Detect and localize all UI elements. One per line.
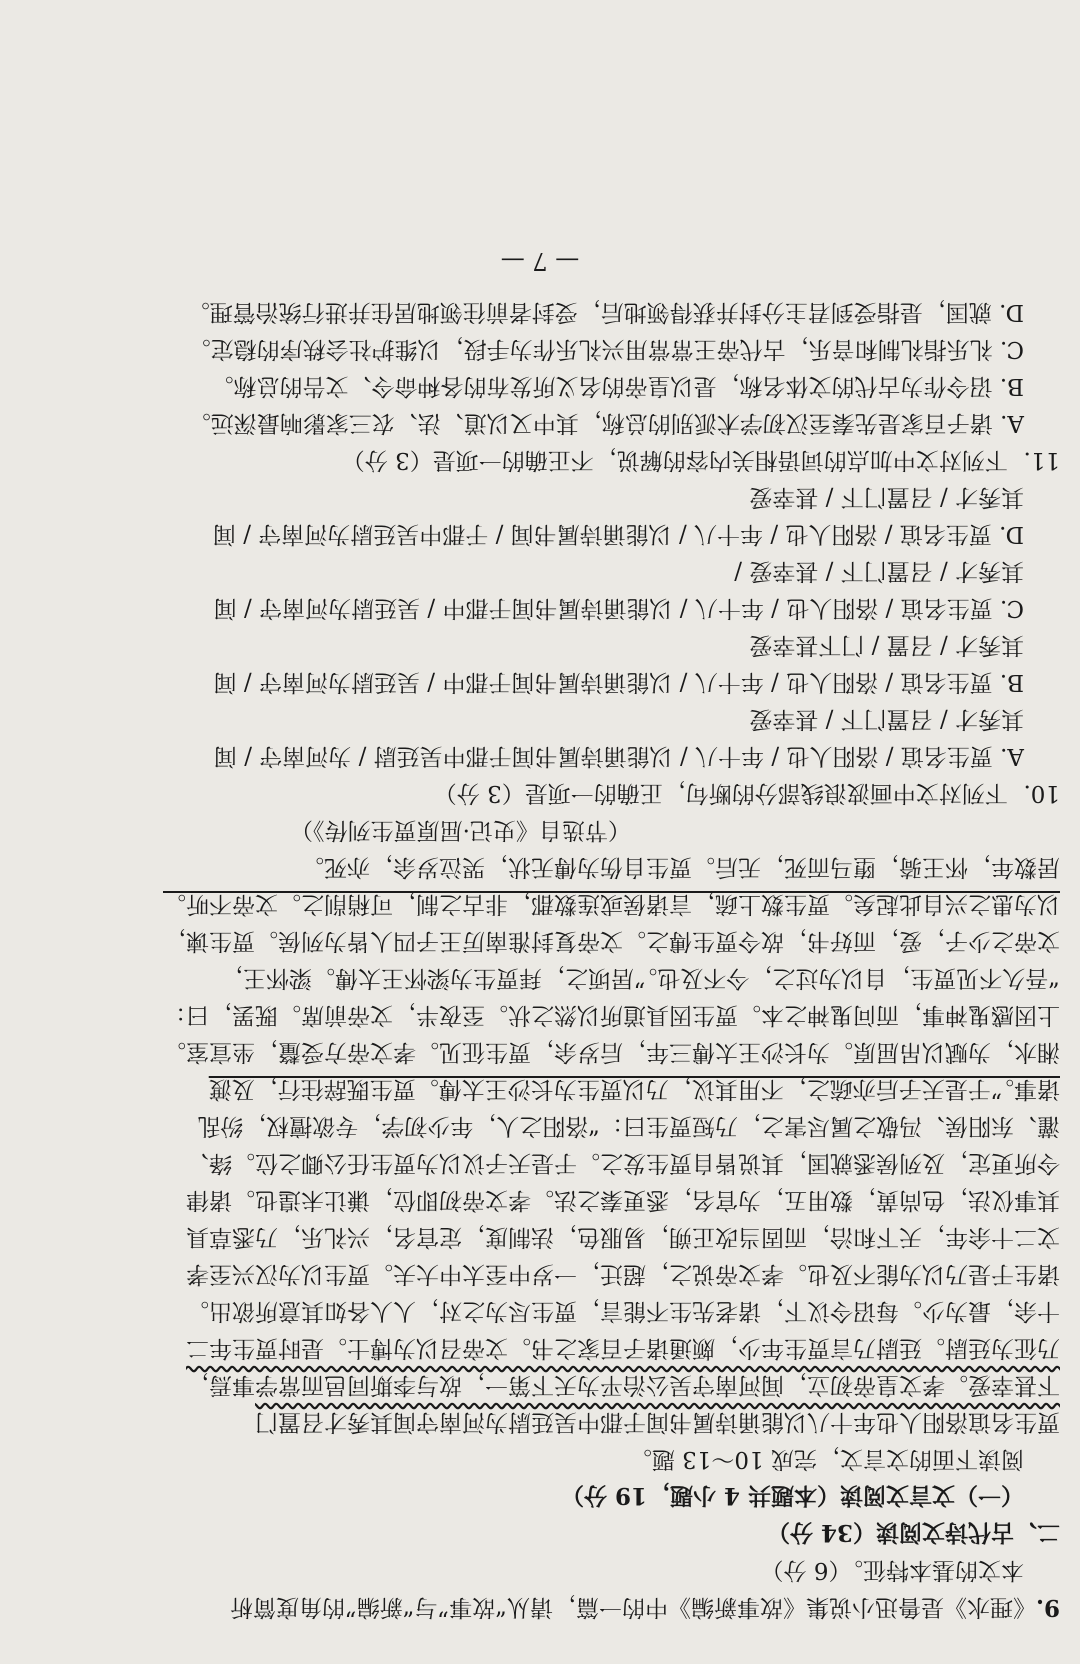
q10-option-b-cont: 其秀才 / 召置 / 门下甚幸爱	[749, 632, 1024, 658]
question-11	[20, 293, 1060, 478]
passage-line: 下甚幸爱。孝文皇帝初立，闻河南守吴公治平为天下第一，故与李斯同邑而常学事焉，	[186, 1372, 1060, 1398]
q10-option-b	[20, 663, 1060, 700]
q10-option-d-cont: 其秀才 / 召置门下 / 甚幸爱	[749, 484, 1024, 510]
q11-stem: 11．下列对文中加点的词语相关内容的解说，不正确的一项是（3 分）	[341, 447, 1060, 473]
passage-line: 乃征为廷尉。廷尉乃言贾生年少，颇通诸子百家之书。文帝召以为博士。是时贾生年二	[186, 1335, 1060, 1361]
passage-line: 十余，最为少。每诏令议下，诸老先生不能言，贾生尽为之对，人人各如其意所欲出。	[186, 1298, 1060, 1324]
q10-option-a	[20, 737, 1060, 774]
classical-passage	[20, 811, 1060, 1440]
section-title: 二、古代诗文阅读（34 分）	[766, 1519, 1060, 1546]
q9-line1: 《理水》是鲁迅小说集《故事新编》中的一篇，请从“故事”与“新编”的角度简析	[229, 1594, 1036, 1620]
passage-line: 其事仪法，色尚黄，数用五，为官名，悉更秦之法。孝文帝初即位，谦让未遑也。诸律	[186, 1187, 1060, 1213]
subsection-title: （一）文言文阅读（本题共 4 小题，19 分）	[560, 1482, 1024, 1509]
passage-line: 诸事。”于是天子后亦疏之，不用其议，乃以贾生为长沙王太傅。贾生既辞往行，及渡	[208, 1076, 1060, 1102]
option-label: B.	[999, 669, 1024, 695]
q10-stem: 10．下列对文中画波浪线部分的断句，正确的一项是（3 分）	[433, 780, 1060, 806]
q10-option-d	[20, 515, 1060, 552]
page-number: — 7 —	[500, 247, 580, 275]
option-text: 礼乐指礼制和音乐，古代帝王常常用兴礼乐作为手段，以维护社会秩序的稳定。	[187, 336, 993, 362]
option-text: 贾生名谊 / 洛阳人也 / 年十八 / 以能诵诗属书闻于郡中吴廷尉 / 为河南守 / 闻	[213, 743, 993, 769]
q10-option-c	[20, 589, 1060, 626]
q11-option-d	[20, 293, 1060, 330]
option-label: A.	[1000, 410, 1024, 436]
page-content	[20, 242, 1060, 1626]
passage-line: “吾久不见贾生，自以为过之，今不及也。”居顷之，拜贾生为梁怀王太傅。梁怀王，	[219, 965, 1060, 991]
option-label: D.	[999, 299, 1024, 325]
option-label: C.	[999, 336, 1024, 362]
option-text: 诏令作为古代的文体名称，是以皇帝的名义所发布的各种命令、文告的总称。	[210, 373, 993, 399]
option-text: 诸子百家是先秦至汉初学术派别的总称，其中又以道、法、农三家影响最深远。	[187, 410, 993, 436]
q11-option-c	[20, 330, 1060, 367]
option-label: A.	[1000, 743, 1024, 769]
q9-line2: 本文的基本特征。（6 分）	[760, 1557, 1024, 1583]
q10-option-c-cont: 其秀才 / 召置门下 / 甚幸爱 /	[734, 558, 1024, 584]
passage-line: 湘水，为赋以吊屈原。为长沙王太傅三年，后岁余，贾生征见。孝文帝方受釐，坐宣室。	[163, 1039, 1060, 1065]
reading-instruction: 阅读下面的文言文，完成 10～13 题。	[628, 1446, 1024, 1472]
passage-line: 令所更定，及列侯悉就国，其说皆自贾生发之。于是天子议以为贾生任公卿之位。绛、	[186, 1150, 1060, 1176]
option-text: 就国，是指受到君主分封并获得领地后，受封者前往领地居住并进行统治管理。	[186, 299, 992, 325]
passage-source: （节选自《史记·屈原贾生列传》）	[290, 817, 631, 843]
passage-line: 文帝之少子，爱，而好书，故令贾生傅之。文帝复封淮南厉王子四人皆为列侯。贾生谏，	[163, 928, 1060, 954]
passage-line: 诸生于是乃以为能不及也。孝文帝说之，超迁，一岁中至太中大夫。贾生以为汉兴至孝	[186, 1261, 1060, 1287]
option-text: 贾生名谊 / 洛阳人也 / 年十八 / 以能诵诗属书闻 / 于郡中吴廷尉为河南守 / 闻	[212, 521, 992, 547]
passage-line: 以为患之兴自此起矣。贾生数上疏，言诸侯或连数郡，非古之制，可稍削之。文帝不听。	[163, 891, 1060, 917]
passage-line: 文二十余年，天下和洽，而固当改正朔，易服色，法制度，定官名，兴礼乐，乃悉草具	[186, 1224, 1060, 1250]
option-label: D.	[999, 521, 1024, 547]
question-9	[20, 1551, 1060, 1626]
option-label: C.	[999, 595, 1024, 621]
q11-option-a	[20, 404, 1060, 441]
passage-line: 灌、东阳侯、冯敬之属尽害之，乃短贾生曰：“洛阳之人，年少初学，专欲擅权，纷乱	[197, 1113, 1060, 1139]
passage-line: 上因感鬼神事，而问鬼神之本。贾生因具道所以然之状。至夜半，文帝前席。既罢，曰：	[163, 1002, 1060, 1028]
option-text: 贾生名谊 / 洛阳人也 / 年十八 / 以能诵诗属书闻于郡中 / 吴廷尉为河南守 / 闻	[213, 669, 993, 695]
q11-option-b	[20, 367, 1060, 404]
passage-line: 贾生名谊洛阳人也年十八以能诵诗属书闻于郡中吴廷尉为河南守闻其秀才召置门	[255, 1409, 1060, 1435]
q9-number: 9.	[1035, 1594, 1060, 1621]
q10-option-a-cont: 其秀才 / 召置门下 / 甚幸爱	[749, 706, 1024, 732]
option-text: 贾生名谊 / 洛阳人也 / 年十八 / 以能诵诗属书闻于郡中 / 吴廷尉为河南守 / 闻	[213, 595, 993, 621]
question-10	[20, 478, 1060, 811]
option-label: B.	[999, 373, 1024, 399]
passage-line: 居数年，怀王骑，堕马而死，无后。贾生自伤为傅无状，哭泣岁余，亦死。	[301, 854, 1060, 880]
